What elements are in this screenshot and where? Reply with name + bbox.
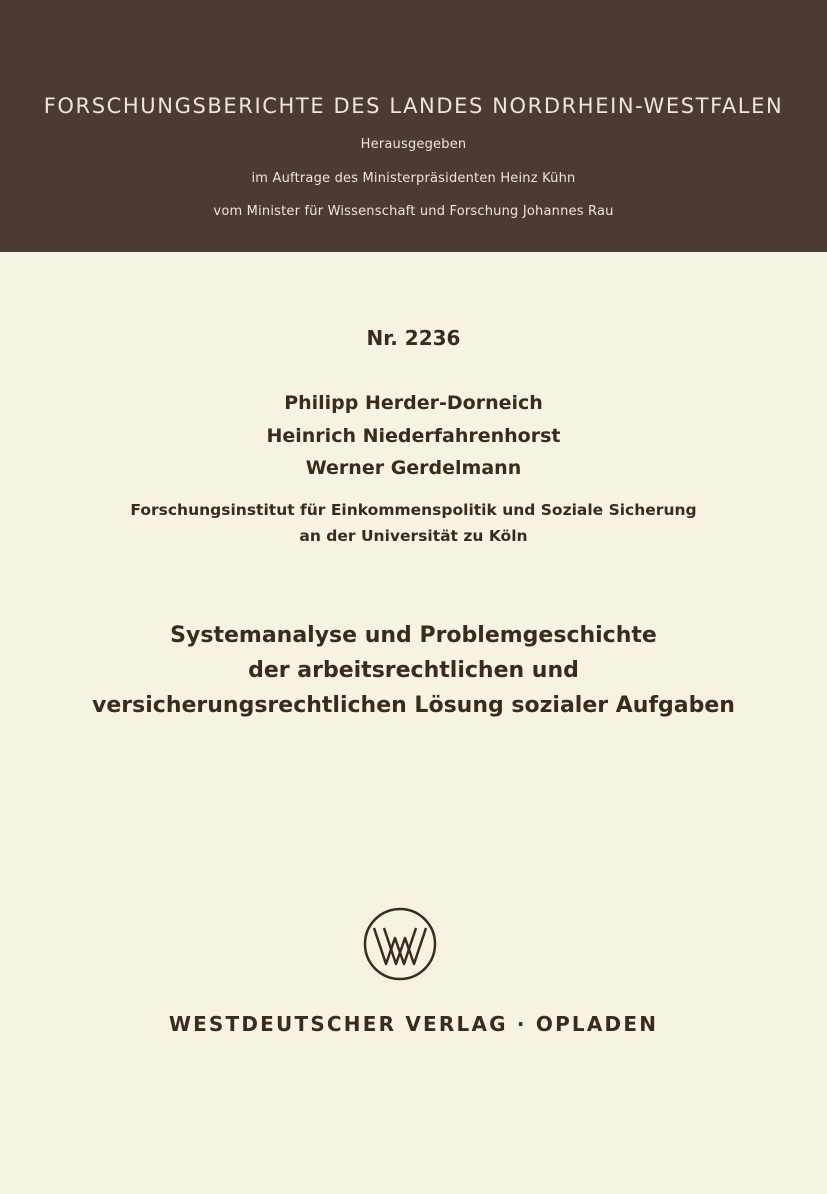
institute-line-2: an der Universität zu Köln: [299, 527, 528, 545]
author-1: Philipp Herder-Dorneich: [284, 392, 543, 414]
editor-line-3: vom Minister für Wissenschaft und Forschung Johannes Rau: [213, 204, 614, 219]
editor-line-1: Herausgegeben: [360, 137, 467, 152]
editor-line-2: im Auftrage des Ministerpräsidenten Heinz Kühn: [251, 171, 576, 186]
header-band: [0, 0, 827, 252]
author-2: Heinrich Niederfahrenhorst: [266, 425, 561, 447]
title-line-1: Systemanalyse und Problemgeschichte: [170, 623, 657, 648]
author-3: Werner Gerdelmann: [305, 457, 522, 479]
report-number: Nr. 2236: [366, 326, 461, 350]
title-line-2: der arbeitsrechtlichen und: [248, 658, 579, 683]
title-line-3: versicherungsrechtlichen Lösung sozialer Aufgaben: [92, 693, 735, 718]
series-title: FORSCHUNGSBERICHTE DES LANDES NORDRHEIN-WESTFALEN: [43, 94, 784, 118]
institute-line-1: Forschungsinstitut für Einkommenspolitik und Soziale Sicherung: [130, 501, 697, 519]
publisher-line: WESTDEUTSCHER VERLAG · OPLADEN: [168, 1012, 659, 1036]
westdeutscher-verlag-logo-icon: [362, 906, 438, 982]
